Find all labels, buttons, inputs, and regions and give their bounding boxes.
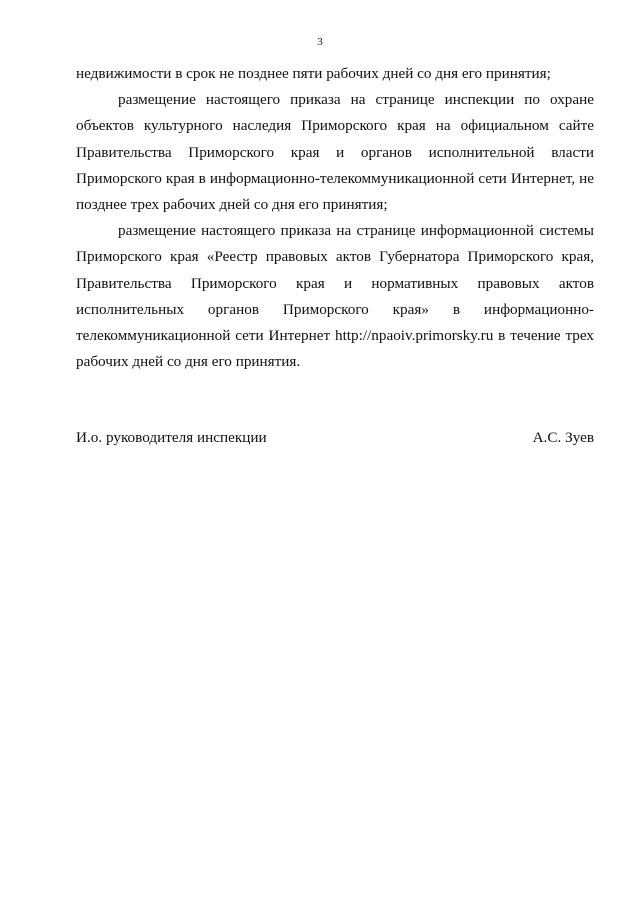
signatory-position: И.о. руководителя инспекции (76, 429, 267, 446)
paragraph-website-publication: размещение настоящего приказа на странице инспекции по охране объектов культурного наследия Приморского края на официальном сайте Правительства Приморского края и органов исполнительной власти Приморского края в информационно-телекоммуникационной сети Интернет, не позднее трех рабочих дней со дня его принятия; (76, 91, 594, 214)
signature-block (76, 428, 594, 448)
document-body (76, 61, 594, 375)
paragraph-continuation: недвижимости в срок не позднее пяти рабочих дней со дня его принятия; (76, 65, 551, 82)
signatory-name: А.С. Зуев (532, 429, 594, 446)
page-number: 3 (317, 36, 323, 48)
paragraph-registry-publication: размещение настоящего приказа на странице информационной системы Приморского края «Реестр правовых актов Губернатора Приморского края, Правительства Приморского края и нормативных правовых актов исполнительных органов Приморского края» в информационно-телекоммуникационной сети Интернет http://npaoiv.primorsky.ru в течение трех рабочих дней со дня его принятия. (76, 222, 594, 371)
